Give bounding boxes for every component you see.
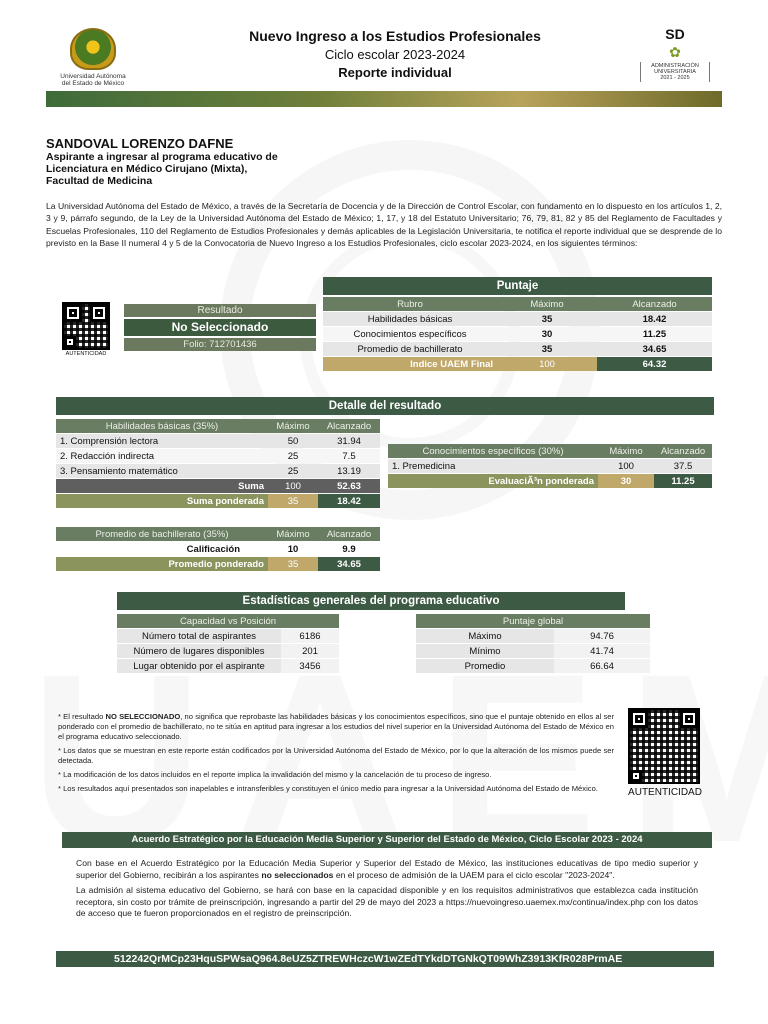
table-row <box>323 327 712 341</box>
alcanzado-cell: 31.94 <box>318 434 380 448</box>
university-seal-icon <box>70 28 116 70</box>
note-2: * Los datos que se muestran en este reporte están codificados por la Universidad Autónoma del Estado de México, por lo que la alteración de los mismos puede ser detectada. <box>58 746 614 765</box>
habilidades-header-row <box>56 419 380 433</box>
promedio-ponderado-maximo: 35 <box>268 557 318 571</box>
title-main: Nuevo Ingreso a los Estudios Profesionales <box>249 28 541 44</box>
suma-ponderada-maximo: 35 <box>268 494 318 508</box>
acuerdo-p1-a: Con base en el Acuerdo Estratégico por la Educación Media Superior y Superior del Estado de México, las instituciones educativas de tipo medio superior y superior del Gobierno, recibirán a los aspirantes <box>76 858 698 880</box>
calificacion-alcanzado: 9.9 <box>342 543 356 555</box>
applicant-faculty: Facultad de Medicina <box>46 175 153 187</box>
table-row <box>416 659 650 673</box>
indice-final-row <box>323 357 712 371</box>
acuerdo-p1-bold: no seleccionados <box>261 869 334 880</box>
area-cell: 2. Redacción indirecta <box>56 449 268 463</box>
title-report: Reporte individual <box>338 65 452 80</box>
alcanzado-cell: 37.5 <box>654 459 712 473</box>
alcanzado-cell: 13.19 <box>318 464 380 478</box>
conocimientos-header-row <box>388 444 712 458</box>
column-header: Conocimientos específicos (30%) <box>388 444 598 458</box>
maximo-cell: 35 <box>497 312 597 326</box>
note-1 <box>58 712 614 742</box>
applicant-block <box>46 136 346 187</box>
table-row <box>117 659 339 673</box>
table-row <box>323 342 712 356</box>
qr-small-label: AUTENTICIDAD <box>65 351 107 357</box>
stat-label: Mínimo <box>416 644 554 658</box>
column-header: Alcanzado <box>654 444 712 458</box>
rubro-cell: Promedio de bachillerato <box>323 342 497 356</box>
table-row <box>56 434 380 448</box>
stat-value: 6186 <box>281 629 339 643</box>
indice-maximo: 100 <box>497 357 597 371</box>
authenticity-label: AUTENTICIDAD <box>628 787 702 798</box>
evaluacion-ponderada-row <box>388 474 712 488</box>
stat-label: Número total de aspirantes <box>117 629 281 643</box>
applicant-program-line2: Licenciatura en Médico Cirujano (Mixta), <box>46 163 248 175</box>
verification-code: 512242QrMCp23HquSPWsaQ964.8eUZ5ZTREWHczcW1wZEdTYkdDTGNkQT09WhZ3913KfR028PrmAE <box>56 951 714 967</box>
note-1-text: , no significa que reprobaste las habilidades básicas y los conocimientos específicos, sino que el puntaje obtenido en ellos al ser ponderado con el promedio de bachillerato, no te sitúa en aptitud para ingresar a los estudios del nivel superior en la Universidad Autónoma del Estado de México en el programa educativo seleccionado. <box>58 712 614 741</box>
promedio-header-row <box>56 527 380 541</box>
area-cell: 1. Comprensión lectora <box>56 434 268 448</box>
stat-value: 201 <box>281 644 339 658</box>
rubro-cell: Habilidades básicas <box>323 312 497 326</box>
column-header: Máximo <box>268 419 318 433</box>
table-row <box>56 464 380 478</box>
administration-label: ADMINISTRACIÓN UNIVERSITARIA 2021 - 2025 <box>640 62 710 82</box>
result-label: Resultado <box>124 304 316 317</box>
table-row <box>416 644 650 658</box>
puntaje-global-table <box>416 613 650 674</box>
column-header: Habilidades básicas (35%) <box>56 419 268 433</box>
column-header: Capacidad vs Posición <box>117 614 339 628</box>
stat-label: Máximo <box>416 629 554 643</box>
evaluacion-ponderada-alcanzado: 11.25 <box>654 474 712 488</box>
result-status: No Seleccionado <box>124 319 316 336</box>
table-row <box>416 629 650 643</box>
capacidad-table <box>117 613 339 674</box>
suma-ponderada-label: Suma ponderada <box>56 494 268 508</box>
column-header: Máximo <box>268 527 318 541</box>
maximo-cell: 100 <box>598 459 654 473</box>
maximo-cell: 25 <box>268 449 318 463</box>
alcanzado-cell: 7.5 <box>318 449 380 463</box>
university-logo <box>58 28 128 87</box>
area-cell: 1. Premedicina <box>388 459 598 473</box>
university-name: Universidad Autónoma del Estado de México <box>60 73 126 87</box>
global-header-row <box>416 614 650 628</box>
applicant-program-line1: Aspirante a ingresar al programa educativo de <box>46 151 278 163</box>
evaluacion-ponderada-maximo: 30 <box>598 474 654 488</box>
suma-ponderada-row <box>56 494 380 508</box>
column-header: Máximo <box>497 297 597 311</box>
column-header: Rubro <box>323 297 497 311</box>
indice-label: Indice UAEM Final <box>323 357 497 371</box>
qr-corner-marker <box>64 336 76 348</box>
estadisticas-title: Estadísticas generales del programa educativo <box>117 592 625 610</box>
qr-code-authenticity[interactable] <box>628 708 700 784</box>
acuerdo-paragraph-2: La admisión al sistema educativo del Gobierno, se hará con base en la capacidad disponible y en los requisitos administrativos que establezca cada institución receptora, sin costo por trámite de preinscripción, ingresando a partir del 29 de mayo del 2023 a https://nuevoingreso.uaemex.mx/continua/index.php con los datos de acceso que te fueron proporcionados en el registro de preinscripción. <box>76 885 698 918</box>
stat-value: 41.74 <box>554 644 650 658</box>
note-1-prefix: * El resultado <box>58 712 106 721</box>
note-4: * Los resultados aquí presentados son inapelables e intransferibles y constituyen el único medio para ingresar a la Universidad Autónoma del Estado de México. <box>58 784 598 793</box>
calificacion-label: Calificación <box>186 543 240 555</box>
intro-paragraph: La Universidad Autónoma del Estado de México, a través de la Secretaría de Docencia y de la Dirección de Control Escolar, con fundamento en lo dispuesto en los artículos 1, 2, 3 y 9, párrafo segundo, de la Ley de la Universidad Autónoma del Estado de México; 1, 17, y 18 del Estatuto Universitario; 76, 79, 81, 82 y 85 del Reglamento de Facultades y Escuelas Profesionales, 110 del Reglamento de Estudios Profesionales y demás aplicables de la Legislación Universitaria, te notifica el reporte individual que se desprende de lo previsto en la Base II numeral 4 y 5 de la Convocatoria de Nuevo Ingreso a los Estudios Profesionales, ciclo escolar 2023-2024, en los siguientes términos: <box>46 201 722 249</box>
promedio-table <box>56 526 380 572</box>
document-title <box>200 28 590 80</box>
column-header: Promedio de bachillerato (35%) <box>56 527 268 541</box>
capacidad-header-row <box>117 614 339 628</box>
rubro-cell: Conocimientos específicos <box>323 327 497 341</box>
column-header: Alcanzado <box>597 297 712 311</box>
column-header: Puntaje global <box>416 614 650 628</box>
alcanzado-cell: 18.42 <box>597 312 712 326</box>
promedio-ponderado-label: Promedio ponderado <box>56 557 268 571</box>
evaluacion-ponderada-label: EvaluaciÃ³n ponderada <box>388 474 598 488</box>
stat-value: 66.64 <box>554 659 650 673</box>
administration-mark <box>640 26 710 82</box>
maximo-cell: 50 <box>268 434 318 448</box>
habilidades-table <box>56 418 380 509</box>
table-row <box>323 312 712 326</box>
table-row <box>388 459 712 473</box>
applicant-name: SANDOVAL LORENZO DAFNE <box>46 136 234 151</box>
result-folio: Folio: 712701436 <box>124 338 316 351</box>
title-cycle: Ciclo escolar 2023-2024 <box>324 47 466 62</box>
suma-maximo: 100 <box>268 479 318 493</box>
suma-ponderada-alcanzado: 18.42 <box>318 494 380 508</box>
acuerdo-paragraph-1 <box>76 858 698 881</box>
area-cell: 3. Pensamiento matemático <box>56 464 268 478</box>
qr-code-small[interactable] <box>62 302 110 350</box>
alcanzado-cell: 11.25 <box>597 327 712 341</box>
qr-corner-marker <box>630 770 642 782</box>
note-1-bold: NO SELECCIONADO <box>105 712 181 721</box>
document-header <box>0 0 768 110</box>
column-header: Máximo <box>598 444 654 458</box>
puntaje-table <box>323 296 712 372</box>
suma-row <box>56 479 380 493</box>
column-header: Alcanzado <box>318 419 380 433</box>
table-row <box>117 629 339 643</box>
calificacion-row <box>56 542 380 556</box>
column-header: Alcanzado <box>318 527 380 541</box>
conocimientos-table <box>388 443 712 489</box>
result-box <box>124 304 316 351</box>
table-row <box>117 644 339 658</box>
suma-label: Suma <box>56 479 268 493</box>
sd-code: SD <box>665 26 685 42</box>
maximo-cell: 30 <box>497 327 597 341</box>
calificacion-maximo: 10 <box>287 543 299 555</box>
puntaje-title: Puntaje <box>323 277 712 295</box>
maximo-cell: 35 <box>497 342 597 356</box>
stat-label: Lugar obtenido por el aspirante <box>117 659 281 673</box>
stat-value: 94.76 <box>554 629 650 643</box>
note-3: * La modificación de los datos incluidos en el reporte implica la invalidación del mismo y la cancelación de tu proceso de ingreso. <box>58 770 492 779</box>
stat-label: Promedio <box>416 659 554 673</box>
flower-icon: ✿ <box>669 44 681 60</box>
header-color-bar <box>46 91 722 107</box>
maximo-cell: 25 <box>268 464 318 478</box>
indice-alcanzado: 64.32 <box>597 357 712 371</box>
table-row <box>56 449 380 463</box>
stat-label: Número de lugares disponibles <box>117 644 281 658</box>
stat-value: 3456 <box>281 659 339 673</box>
promedio-ponderado-row <box>56 557 380 571</box>
detalle-title: Detalle del resultado <box>56 397 714 415</box>
suma-alcanzado: 52.63 <box>318 479 380 493</box>
acuerdo-text <box>76 858 698 924</box>
puntaje-header-row <box>323 297 712 311</box>
promedio-ponderado-alcanzado: 34.65 <box>318 557 380 571</box>
alcanzado-cell: 34.65 <box>597 342 712 356</box>
acuerdo-title: Acuerdo Estratégico por la Educación Media Superior y Superior del Estado de México, Ciclo Escolar 2023 - 2024 <box>62 832 712 848</box>
notes-block <box>58 712 614 798</box>
acuerdo-p1-b: en el proceso de admisión de la UAEM para el ciclo escolar "2023-2024". <box>333 869 615 880</box>
